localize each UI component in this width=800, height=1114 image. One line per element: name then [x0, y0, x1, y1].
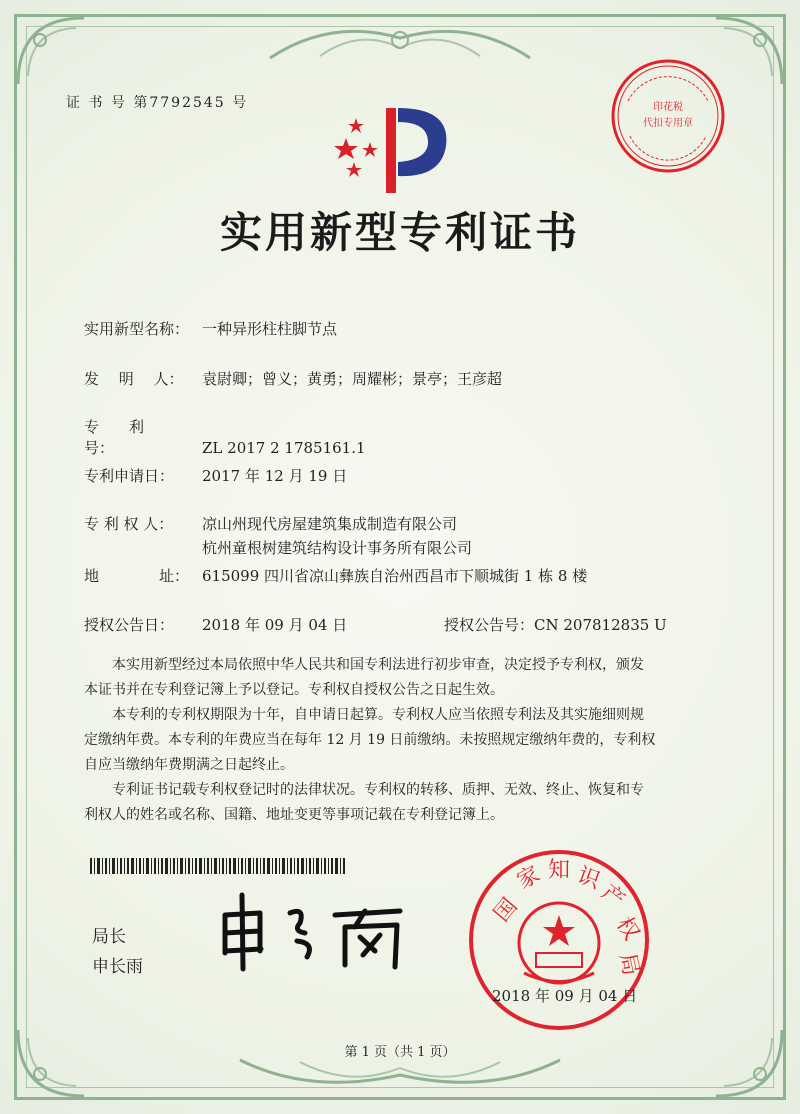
svg-text:产: 产 [596, 880, 630, 914]
body-line: 专利证书记载专利权登记时的法律状况。专利权的转移、质押、无效、终止、恢复和专 [112, 782, 644, 798]
corner-ornament-icon [16, 1028, 86, 1098]
application-date-value: 2017 年 12 月 19 日 [202, 467, 348, 485]
svg-text:识: 识 [573, 863, 604, 895]
svg-text:印花税: 印花税 [653, 102, 683, 113]
grant-number-label: 授权公告号： [444, 616, 535, 634]
utility-name-row [84, 318, 337, 339]
svg-text:国: 国 [489, 893, 523, 927]
svg-text:权: 权 [610, 912, 644, 945]
inventor-label: 发 明 人： [84, 370, 184, 388]
body-line: 利权人的姓名或名称、国籍、地址变更等事项记载在专利登记簿上。 [84, 807, 504, 823]
grant-date-value: 2018 年 09 月 04 日 [202, 616, 348, 634]
patentee-row [84, 513, 457, 534]
inventor-value: 袁尉卿；曾义；黄勇；周耀彬；景亭；王彦超 [202, 370, 503, 388]
certificate-number: 证 书 号 第7792545 号 [66, 95, 249, 111]
svg-text:代扣专用章: 代扣专用章 [643, 118, 693, 129]
corner-ornament-icon [16, 16, 86, 86]
patent-number-label: 专 利 号： [84, 418, 175, 457]
patent-number-row [84, 416, 366, 458]
corner-ornament-icon [714, 1028, 784, 1098]
barcode-icon [90, 858, 346, 874]
inventor-row [84, 368, 502, 389]
director-title: 局长 [92, 927, 126, 947]
patentee-label: 专 利 权 人： [84, 515, 174, 533]
patent-number-value: ZL 2017 2 1785161.1 [202, 439, 366, 457]
grant-number-value: CN 207812835 U [534, 616, 667, 634]
body-line: 本实用新型经过本局依照中华人民共和国专利法进行初步审查，决定授予专利权，颁发 [112, 657, 644, 673]
application-date-row [84, 465, 347, 486]
svg-text:家: 家 [513, 861, 545, 895]
certificate-title: 实用新型专利证书 [219, 208, 580, 257]
svg-text:知: 知 [548, 858, 571, 883]
certificate-body [84, 653, 724, 828]
grant-date-row [84, 614, 347, 635]
body-line: 本专利的专利权期限为十年，自申请日起算。专利权人应当依照专利法及其实施细则规 [112, 707, 644, 723]
address-row [84, 565, 587, 586]
grant-date-label: 授权公告日： [84, 616, 175, 634]
address-label: 地 址： [84, 567, 190, 585]
grant-number-row [444, 614, 667, 635]
seal-date: 2018 年 09 月 04 日 [492, 987, 638, 1005]
patentee-value-1: 凉山州现代房屋建筑集成制造有限公司 [202, 515, 458, 533]
body-line: 本证书并在专利登记簿上予以登记。专利权自授权公告之日起生效。 [84, 682, 504, 698]
body-line: 定缴纳年费。本专利的年费应当在每年 12 月 19 日前缴纳。未按照规定缴纳年费的，专利权 [84, 732, 656, 748]
application-date-label: 专利申请日： [84, 467, 175, 485]
page-number: 第 1 页（共 1 页） [344, 1045, 456, 1060]
body-line: 自应当缴纳年费期满之日起终止。 [84, 757, 294, 773]
svg-text:局: 局 [614, 951, 644, 978]
utility-name-label: 实用新型名称： [84, 320, 190, 338]
director-name: 申长雨 [92, 957, 143, 977]
patent-office-logo-icon [326, 98, 466, 198]
address-value: 615099 四川省凉山彝族自治州西昌市下顺城街 1 栋 8 楼 [202, 567, 588, 585]
top-ornament-icon [260, 18, 540, 68]
office-seal-icon [464, 845, 654, 1035]
director-signature-icon [205, 885, 415, 975]
tax-stamp-icon [608, 56, 728, 176]
utility-name-value: 一种异形柱柱脚节点 [202, 320, 338, 338]
patentee-value-2: 杭州童根树建筑结构设计事务所有限公司 [202, 539, 473, 557]
